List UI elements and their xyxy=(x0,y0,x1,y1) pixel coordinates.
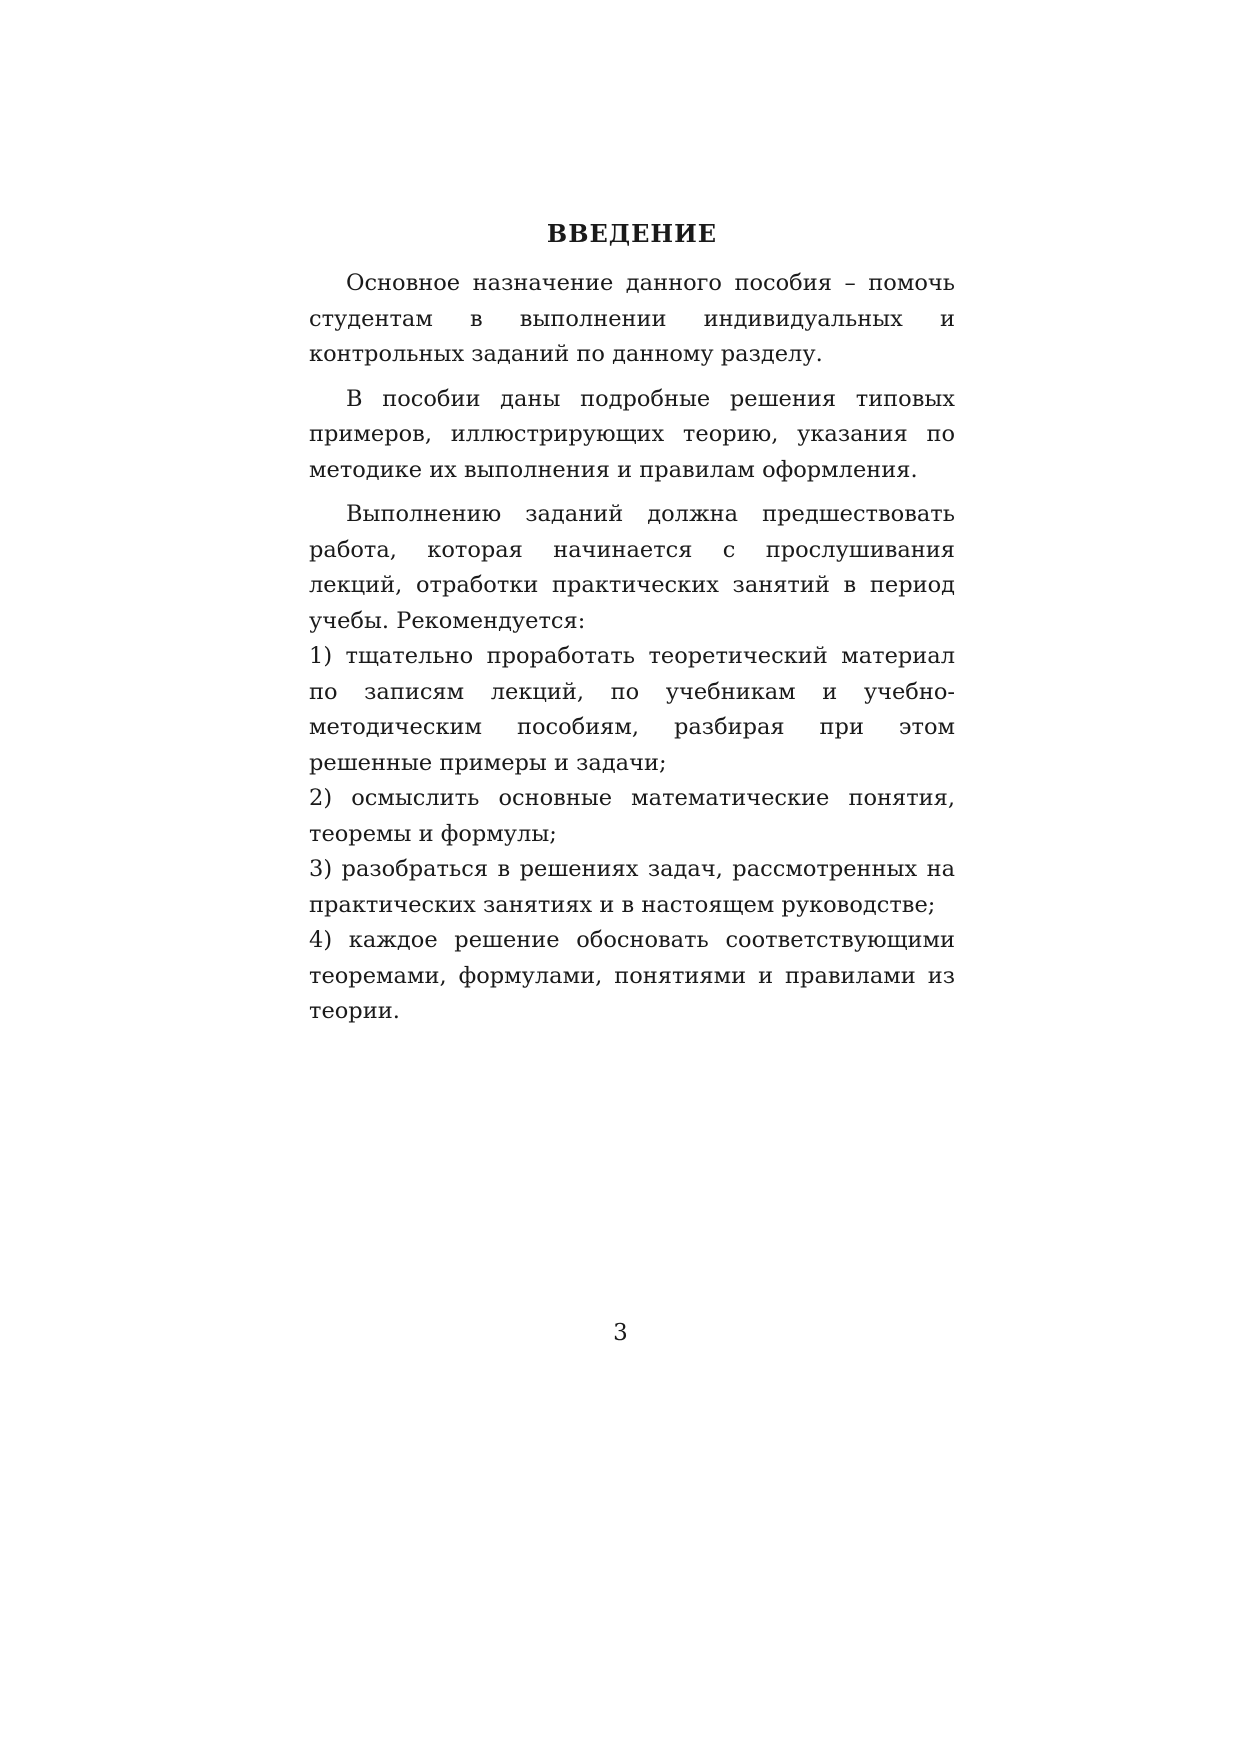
page-number: 3 xyxy=(613,1320,628,1346)
paragraph-contents: В пособии даны подробные решения типовых примеров, иллюстрирующих теорию, указания по методике их выполнения и правилам оформления. xyxy=(309,385,955,483)
section-heading: ВВЕДЕНИЕ xyxy=(546,219,718,248)
recommendation-list xyxy=(309,639,955,1030)
list-item: 2) осмыслить основные математические понятия, теоремы и формулы; xyxy=(309,785,955,847)
paragraph-purpose: Основное назначение данного пособия – помочь студентам в выполнении индивидуальных и контрольных заданий по данному разделу. xyxy=(309,270,955,367)
text-block xyxy=(309,216,955,1030)
list-item: 4) каждое решение обосновать соответствующими теоремами, формулами, понятиями и правилами из теории. xyxy=(309,927,955,1024)
paragraph-preparation: Выполнению заданий должна предшествовать работа, которая начинается с прослушивания лекций, отработки практических занятий в период учебы. Рекомендуется: xyxy=(309,501,955,634)
list-item: 1) тщательно проработать теоретический материал по записям лекций, по учебникам и учебно-методическим пособиям, разбирая при этом решенные примеры и задачи; xyxy=(309,643,955,776)
list-item: 3) разобраться в решениях задач, рассмотренных на практических занятиях и в настоящем руководстве; xyxy=(309,856,955,918)
